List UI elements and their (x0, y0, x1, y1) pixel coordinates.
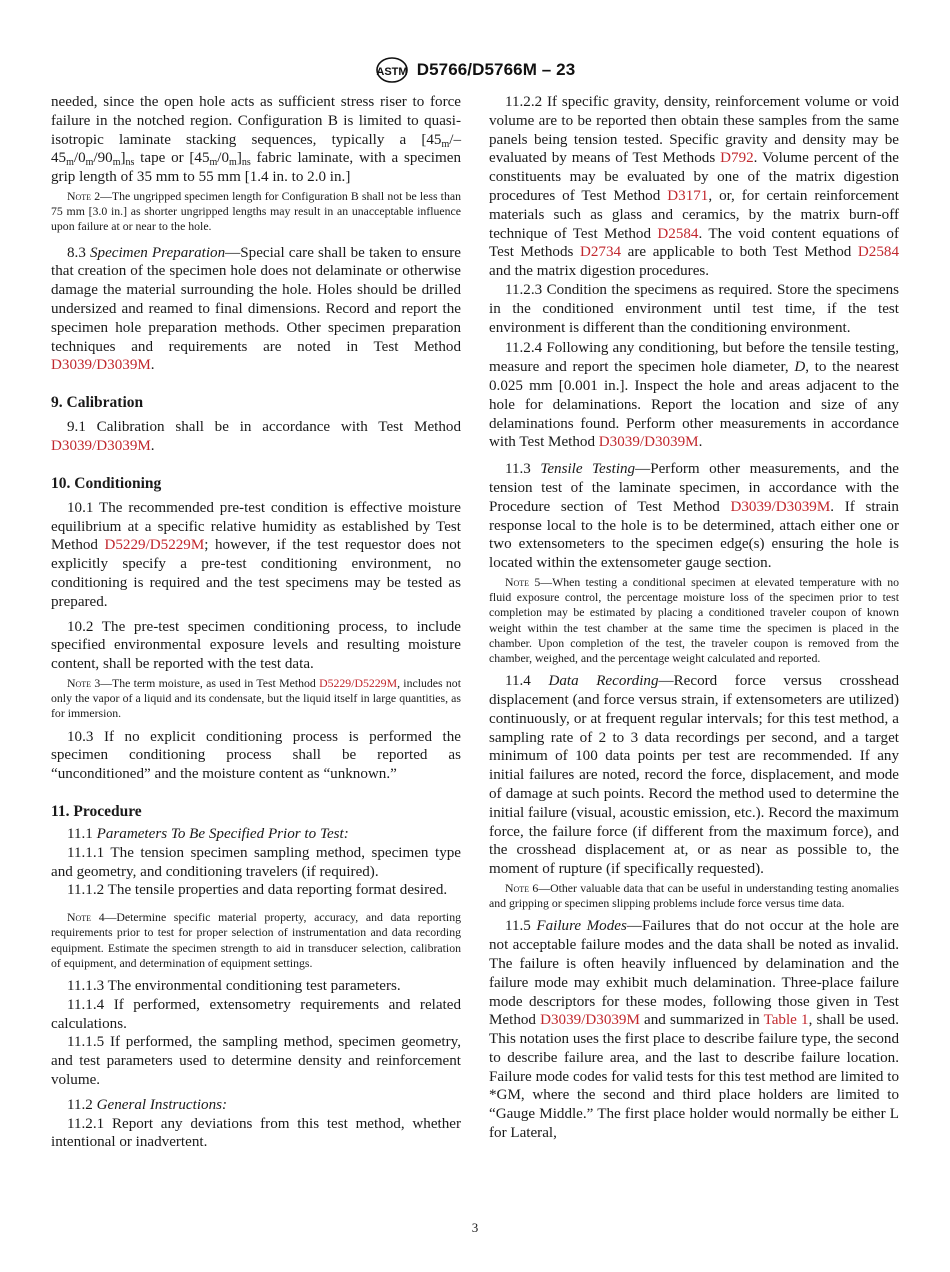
page-number: 3 (471, 1220, 479, 1235)
paragraph-10-1: 10.1 The recommended pre-test condition is effective moisture equilibrium at a specific relative humidity as established by Test Method D5229/D5229M; however, if the test requestor does not explicitly specify a pre-test conditioning environment, no conditioning is required and the test specimens may be tested as prepared. (51, 499, 461, 610)
right-column (489, 93, 899, 1143)
link-d5229[interactable]: D5229/D5229M (104, 537, 205, 554)
note-3: Note 3—The term moisture, as used in Test Method D5229/D5229M, includes not only the vapor of a liquid and its condensate, but the liquid itself in large quantities, as for immersion. (51, 675, 461, 721)
paragraph-9-1: 9.1 Calibration shall be in accordance with Test Method D3039/D3039M. (51, 419, 461, 454)
paragraph-8-3: 8.3 Specimen Preparation—Special care shall be taken to ensure that creation of the specimen hole does not delaminate or otherwise damage the material surrounding the hole. Holes should be drilled undersized and reamed to final dimensions. Record and report the specimen hole preparation methods. Other specimen preparation techniques and requirements are noted in Test Method D3039/D3039M. (51, 244, 462, 374)
paragraph-11-2-4: 11.2.4 Following any conditioning, but before the tensile testing, measure and report the specimen hole diameter, D, to the nearest 0.025 mm [0.001 in.]. Inspect the hole and areas adjacent to the hole for delaminations. Report the location and size of any delaminations found. Perform other measurements in accordance with Test Method D3039/D3039M. (489, 340, 899, 451)
paragraph-11-1-3: 11.1.3 The environmental conditioning test parameters. (67, 977, 401, 994)
note-5: Note 5—When testing a conditional specimen at elevated temperature with no fluid exposure control, the percentage moisture loss of the specimen prior to test completion may be estimated by placing a conditioned traveler coupon of known weight within the test chamber at the same time the specimen is placed in the chamber. Upon completion of the test, the traveler coupon is removed from the chamber, weighed, and the percentage weight calculated and reported. (489, 574, 900, 665)
link-d3039[interactable]: D3039/D3039M (730, 498, 831, 515)
svg-text:ASTM: ASTM (376, 66, 408, 78)
link-d792[interactable]: D792 (720, 150, 754, 167)
paragraph-11-2-3: 11.2.3 Condition the specimens as required. Store the specimens in the conditioned environment until test time, if the test environment is different than the conditioning environment. (489, 281, 899, 336)
paragraph-11-5: 11.5 Failure Modes—Failures that do not occur at the hole are not acceptable failure modes and the data shall be noted as invalid. The failure is often heavily influenced by delamination and the failure mode may exhibit much delamination. Three-place failure mode descriptors for these modes, following those given in Test Method D3039/D3039M and summarized in Table 1, shall be used. This notation uses the first place to describe failure type, the second to describe failure area, and the last to describe failure location. Failure mode codes for valid tests for this test method are limited to *GM, where the second and third place holders are limited to “Gauge Middle.” The first place holder would normally be either L for Lateral, (489, 918, 900, 1142)
paragraph-10-3: 10.3 If no explicit conditioning process is performed the specimen conditioning process shall be reported as “unconditioned” and the moisture content as “unknown.” (51, 728, 461, 783)
astm-logo-icon (375, 56, 409, 84)
link-d2584[interactable]: D2584 (657, 225, 699, 242)
link-d5229[interactable]: D5229/D5229M (319, 675, 398, 690)
link-d3039[interactable]: D3039/D3039M (51, 357, 151, 374)
paragraph-11-1: 11.1 Parameters To Be Specified Prior to Test: (67, 825, 349, 842)
paragraph-intro: needed, since the open hole acts as sufficient stress riser to force failure in the notched region. Configuration B is limited to quasi-isotropic laminate stacking sequences, typically a $[45_m/-45_m/0_m/90_m]_{ns}$ tape or $[45_m/0_m]_{ns}$ fabric laminate, with a specimen grip length of 35 mm to 55 mm [1.4 in. to 2.0 in.] (51, 94, 461, 186)
paragraph-11-3: 11.3 Tensile Testing—Perform other measurements, and the tension test of the laminate specimen, in accordance with the Procedure section of Test Method D3039/D3039M. If strain response local to the hole is to be determined, attach either one or two extensometers to the specimen edge(s) ensuring the hole is located within the extensometer gauge section. (489, 461, 899, 572)
link-d3171[interactable]: D3171 (667, 187, 709, 204)
section-heading-procedure: 11. Procedure (51, 802, 142, 820)
link-table-1[interactable]: Table 1 (763, 1012, 809, 1029)
paragraph-11-4: 11.4 Data Recording—Record force versus crosshead displacement (and force versus strain, if extensometers are utilized) continuously, or at frequent regular intervals; for this test method, a sampling rate of 2 to 3 data recordings per second, and a target minimum of 100 data points per test are recommended. If any initial failures are noted, record the force, displacement, and mode of damage at such points. Record the method used to determine the initial failure (visual, acoustic emission, etc.). Record the maximum force, the failure force (if different from the maximum force), and the crosshead displacement at, or as near as possible to, the moment of rupture (if specifically requested). (489, 673, 899, 878)
paragraph-11-1-5: 11.1.5 If performed, the sampling method, specimen geometry, and test parameters used to determine density and reinforcement volume. (51, 1034, 461, 1088)
link-d3039[interactable]: D3039/D3039M (540, 1012, 640, 1029)
page-header (0, 56, 950, 89)
note-6: Note 6—Other valuable data that can be useful in understanding testing anomalies and gripping or specimen slipping problems include force versus time data. (489, 880, 900, 911)
note-4: Note 4—Determine specific material property, accuracy, and data reporting requirements prior to test for proper selection of instrumentation and data recording equipment. Estimate the specimen strength to aid in transducer selection, calibration of equipment, and determination of equipment settings. (51, 910, 461, 970)
link-d3039[interactable]: D3039/D3039M (51, 437, 151, 454)
note-2: Note 2—The ungripped specimen length for Configuration B shall not be less than 75 mm [3.0 in.] as shorter ungripped lengths may result in an unacceptable influence upon failure at or near to the hole. (51, 188, 461, 234)
paragraph-11-2: 11.2 General Instructions: (67, 1096, 228, 1113)
section-heading-conditioning: 10. Conditioning (51, 474, 162, 492)
paragraph-11-2-1: 11.2.1 Report any deviations from this test method, whether intentional or inadvertent. (51, 1115, 461, 1151)
document-title: D5766/D5766M – 23 (416, 60, 576, 79)
link-d3039[interactable]: D3039/D3039M (598, 434, 699, 451)
link-d2734[interactable]: D2734 (579, 244, 622, 261)
paragraph-11-1-1: 11.1.1 The tension specimen sampling method, specimen type and geometry, and conditioning travelers (if required). (51, 844, 461, 880)
left-column (51, 93, 461, 1152)
paragraph-11-1-2: 11.1.2 The tensile properties and data reporting format desired. (67, 882, 448, 899)
section-heading-calibration: 9. Calibration (51, 394, 144, 412)
paragraph-11-2-2: 11.2.2 If specific gravity, density, reinforcement volume or void volume are to be reported then obtain these samples from the same panels being tension tested. Specific gravity and density may be evaluated by means of Test Methods D792. Volume percent of the constituents may be evaluated by one of the matrix digestion procedures of Test Method D3171, or, for certain reinforcement materials such as glass and ceramics, by the matrix burn-off technique of Test Method D2584. The void content equations of Test Methods D2734 are applicable to both Test Method D2584 and the matrix digestion procedures. (489, 94, 899, 280)
paragraph-10-2: 10.2 The pre-test specimen conditioning process, to include specified environmental exposure levels and resulting moisture content, shall be reported with the test data. (51, 618, 461, 673)
link-d2584[interactable]: D2584 (857, 244, 899, 261)
paragraph-11-1-4: 11.1.4 If performed, extensometry requirements and related calculations. (51, 996, 461, 1032)
